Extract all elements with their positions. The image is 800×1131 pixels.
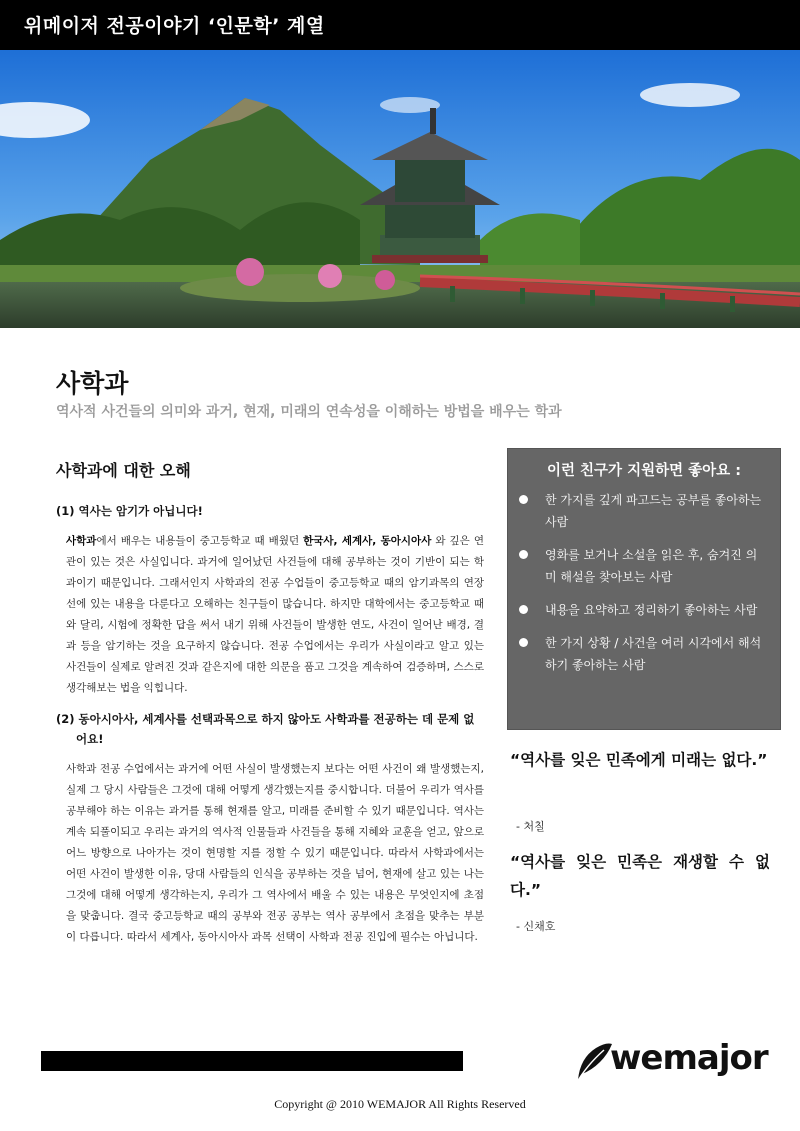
palace-pavilion-illustration	[0, 50, 800, 328]
recommend-box	[507, 448, 781, 730]
recommend-item	[508, 489, 780, 533]
misconception-section	[56, 458, 484, 958]
wemajor-logo	[574, 1038, 768, 1084]
footer-bar	[41, 1051, 463, 1071]
copyright-text: Copyright @ 2010 WEMAJOR All Rights Reserved	[274, 1097, 526, 1111]
misconception-item-body	[56, 531, 484, 699]
page-header-title: 위메이저 전공이야기 ‘인문학’ 계열	[24, 15, 325, 37]
misconception-item-body: 사학과 전공 수업에서는 과거에 어떤 사실이 발생했는지 보다는 어떤 사건이 왜 발생했는지, 실제 그 당시 사람들은 그것에 대해 어떻게 생각했는지를 중시합니다. 더불어 우리가 역사를 공부해야 하는 이유는 과거를 통해 현재를 알고, 미래를 준비할 수 있기 때문입니다. 역사는 계속 되풀이되고 우리는 과거의 역사적 인물들과 사건들을 통해 지혜와 교훈을 얻고, 앞으로 어느 방향으로 나아가는 것이 현명할 지를 정할 수 있기 때문입니다. 따라서 사학과에서는 어떤 사건이 발생한 이유, 당대 사람들의 인식을 공부하는 것을 넘어, 현재에 살고 있는 나는 그것에 대해 어떻게 생각하는지, 우리가 그 역사에서 배울 수 있는 내용은 무엇인지에 초점을 맞춥니다. 결국 중고등학교 때의 공부와 전공 공부는 역사 공부에서 초점을 맞추는 부분이 다릅니다. 따라서 세계사, 동아시아사 과목 선택이 사학과 전공 진입에 필수는 아닙니다.	[66, 763, 484, 943]
quote-author: - 신채호	[516, 920, 556, 933]
recommend-item-text: 한 가지를 깊게 파고드는 공부를 좋아하는 사람	[545, 493, 762, 529]
recommend-item	[508, 599, 780, 621]
bullet-icon	[519, 495, 528, 504]
recommend-title: 이런 친구가 지원하면 좋아요 :	[546, 463, 742, 479]
recommend-list	[508, 489, 780, 687]
bullet-icon	[519, 638, 528, 647]
bullet-icon	[519, 605, 528, 614]
body-text: 에서 배우는 내용들이 중고등학교 때 배웠던	[96, 535, 304, 547]
quote-author: - 처칠	[516, 820, 545, 833]
body-bold-term: 한국사, 세계사, 동아시아사	[303, 535, 432, 547]
bullet-icon	[519, 550, 528, 559]
leaf-icon	[574, 1040, 614, 1084]
header-bar	[0, 0, 800, 50]
recommend-item-text: 한 가지 상황 / 사건을 여러 시각에서 해석하기 좋아하는 사람	[545, 636, 762, 672]
logo-text: wemajor	[610, 1038, 768, 1078]
department-subtitle: 역사적 사건들의 의미와 과거, 현재, 미래의 연속성을 이해하는 방법을 배우는 학과	[56, 404, 562, 420]
body-bold-term: 사학과	[66, 535, 97, 547]
quote-text: “역사를 잊은 민족은 재생할 수 없다.”	[510, 853, 770, 899]
recommend-item-text: 영화를 보거나 소설을 읽은 후, 숨겨진 의미 해설을 찾아보는 사람	[545, 548, 758, 584]
department-title: 사학과	[56, 369, 129, 398]
recommend-item	[508, 632, 780, 676]
recommend-item-text: 내용을 요약하고 정리하기 좋아하는 사람	[545, 603, 758, 617]
quote-text: “역사를 잊은 민족에게 미래는 없다.”	[510, 751, 768, 769]
hero-photo	[0, 50, 800, 328]
body-text: 와 깊은 연관이 있는 것은 사실입니다. 과거에 일어났던 사건들에 대해 공부하는 것이 기반이 되는 학과이기 때문입니다. 그래서인지 사학과의 전공 수업들이 중고등학교 때의 암기과목의 연장선에 있는 내용을 다룬다고 오해하는 친구들이 많습니다. 하지만 대학에서는 중고등학교 때와 달리, 시험에 정확한 답을 써서 내기 위해 사건들이 발생한 연도, 사건이 일어난 배경, 결과 등을 암기하는 것을 요구하지 않습니다. 전공 수업에서는 우리가 사실이라고 알고 있는 사건들이 실제로 알려진 것과 같은지에 대한 의문을 품고 그것을 계속하여 검증하며, 스스로 생각해보는 법을 익힙니다.	[66, 535, 484, 694]
misconception-item-title: (1) 역사는 암기가 아닙니다!	[56, 504, 203, 518]
misconception-heading: 사학과에 대한 오해	[56, 461, 191, 480]
recommend-item	[508, 544, 780, 588]
misconception-item-title: (2) 동아시아사, 세계사를 선택과목으로 하지 않아도 사학과를 전공하는 데 문제 없어요!	[56, 712, 475, 746]
